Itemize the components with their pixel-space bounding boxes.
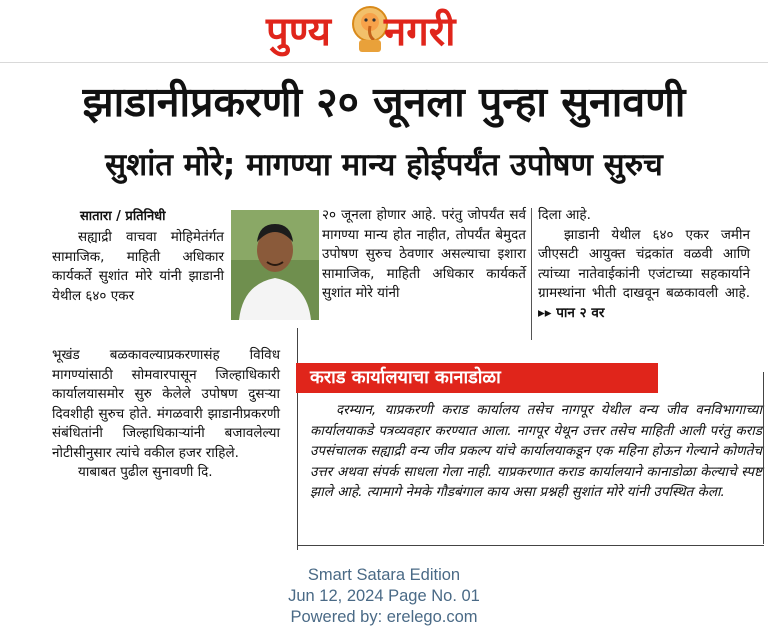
box-border-bottom: [298, 545, 764, 546]
box-title: कराड कार्यालयाचा कानाडोळा: [310, 367, 501, 388]
edition-footer: [0, 565, 768, 628]
column-2-text: २० जूनला होणार आहे. परंतु जोपर्यंत सर्व मागण्या मान्य होत नाहीत, तोपर्यंत बेमुदत उपोषण सुरुच ठेवणार असल्याचा इशारा सामाजिक, माहिती अधिकार कार्यकर्ते सुशांत मोरे यांनी: [322, 207, 526, 301]
box-text: दरम्यान, याप्रकरणी कराड कार्यालय तसेच नागपूर येथील वन्य जीव वनविभागाच्या कार्यालयाकडे पत्रव्यवहार करण्यात आला. नागपूर येथून उत्तर तसेच माहिती आली परंतु कराड उपसंचालक सह्याद्री वन्य जीव प्रकल्प यांचे कार्यालयाकडून एक महिना होऊन गेल्याने कोणतेच उत्तर अथवा संपर्क साधला गेला नाही. याप्रकरणात कराड कार्यालयाने कानाडोळा केल्याचे स्पष्ट झाले आहे. त्यामागे नेमके गौडबंगाल काय असा प्रश्नही सुशांत मोरे यांनी उपस्थित केला.: [310, 402, 762, 500]
logo-text-right: नगरी: [384, 9, 456, 55]
column-divider: [531, 208, 532, 340]
subheadline: सुशांत मोरे; मागण्या मान्य होईपर्यंत उपोषण सुरुच: [105, 147, 663, 183]
column-3-paragraph-2-text: झाडानी येथील ६४० एकर जमीन जीएसटी आयुक्त चंद्रकांत वळवी आणि त्यांच्या नातेवाईकांनी एजंटाच्या सहकार्याने ग्रामस्थांना भीती दाखवून बळकावली आहे.: [538, 226, 750, 301]
column-3-paragraph-1: दिला आहे.: [538, 207, 591, 223]
edition-date-page: Jun 12, 2024 Page No. 01: [288, 587, 480, 605]
logo-text-left: पुण्य: [266, 9, 331, 55]
box-border-right: [763, 372, 764, 544]
continued-on-page-link[interactable]: ▸▸ पान २ वर: [538, 304, 605, 321]
masthead-divider: [0, 62, 768, 63]
byline: सातारा / प्रतिनिधी: [80, 209, 166, 224]
box-title-banner: [296, 363, 658, 393]
column-1-last-line: याबाबत पुढील सुनावणी दि.: [78, 464, 213, 480]
column-3: [538, 206, 750, 323]
powered-by-link[interactable]: Powered by: erelego.com: [290, 608, 478, 626]
headline: झाडानीप्रकरणी २० जूनला पुन्हा सुनावणी: [82, 78, 686, 126]
column-3-paragraph-2: [538, 226, 750, 324]
masthead: [0, 0, 768, 64]
edition-name: Smart Satara Edition: [307, 566, 461, 584]
column-1-top-text: सह्याद्री वाचवा मोहिमेतंर्गत सामाजिक, माहिती अधिकार कार्यकर्ते सुशांत मोरे यांनी झाडानी येथील ६४० एकर: [52, 229, 224, 304]
person-portrait: [231, 210, 319, 320]
person-portrait-image: [231, 210, 319, 320]
column-1-bottom: [52, 346, 280, 483]
sidebar-box: [298, 396, 768, 546]
column-1-paragraph: भूखंड बळकावल्याप्रकरणासंह विविध मागण्यांसाठी सोमवारपासून जिल्हाधिकारी कार्यालयासमोर सुरु केलेले उपोषण दुसऱ्या दिवशीही सुरुच होते. मंगळवारी झाडानीप्रकरणी संबंधितांनी जिल्हाधिकाऱ्यांनी बजावलेल्या नोटीसीनुसार त्यांचे वकील हजर राहिले.: [52, 347, 280, 461]
newspaper-logo[interactable]: [266, 4, 502, 60]
